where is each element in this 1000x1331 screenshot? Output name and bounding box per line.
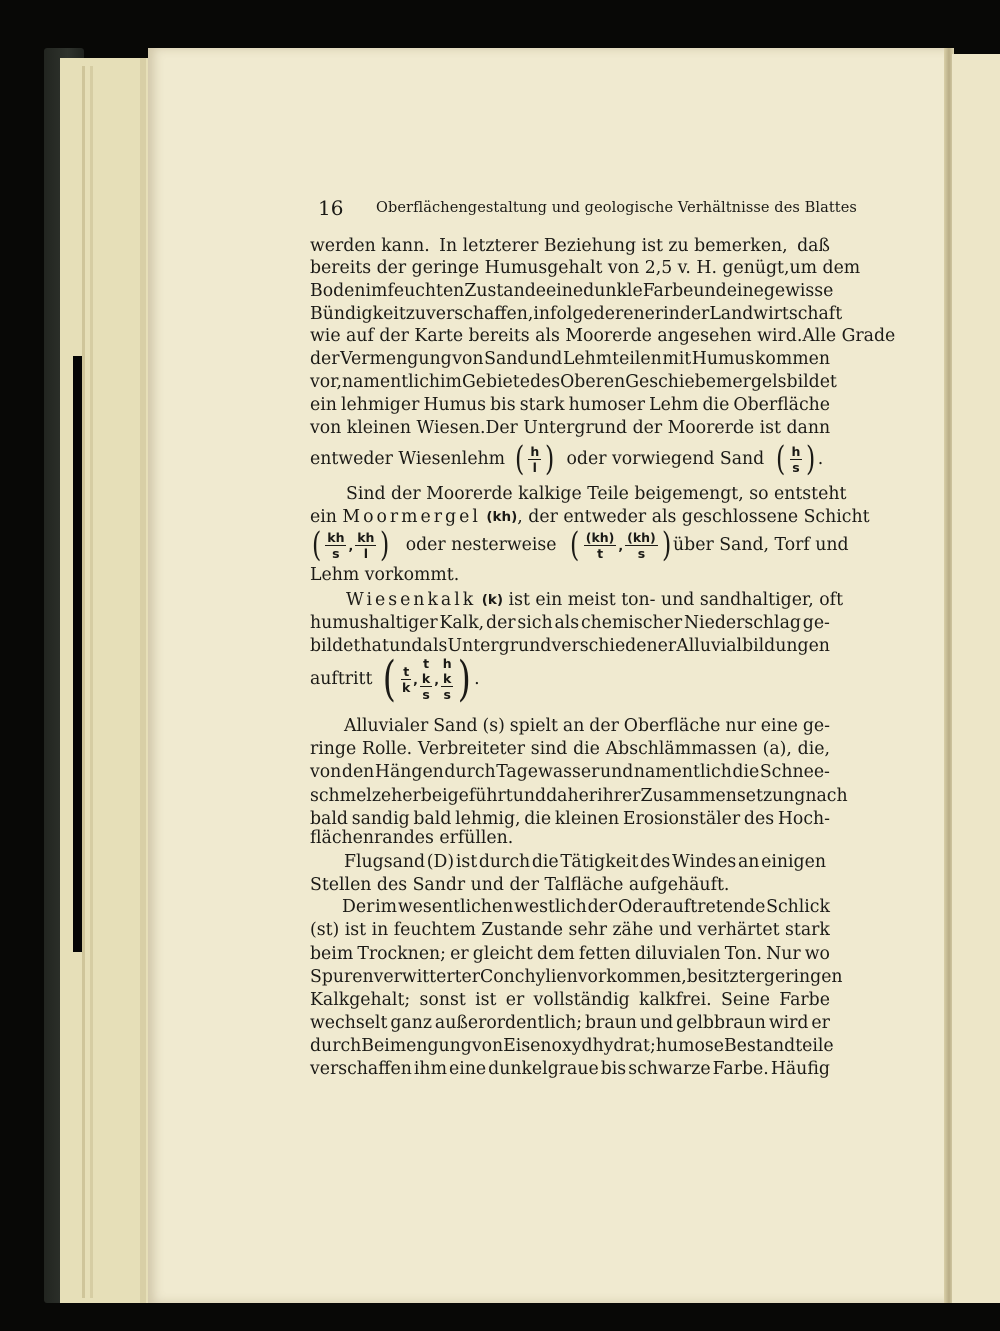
word: Hoch- [777,809,830,829]
word: Zusammensetzung [640,786,806,806]
word: Farbe [642,281,694,301]
text-line [310,990,830,1010]
page-header [318,196,857,224]
word: braun [585,1013,637,1033]
word: wo [804,944,830,964]
word: er [450,944,469,964]
word: Gebiete [461,372,530,392]
word: verhärtet [697,920,780,940]
word: zähe [612,920,654,940]
word: Beimengung [361,1036,472,1056]
word: Schnee- [759,762,830,782]
word: herbeigeführt [391,786,513,806]
word: lehmig, [455,809,521,829]
word: kommen [754,349,830,369]
text-line [310,395,830,415]
word: wird [768,1013,809,1033]
word: beim [310,944,354,964]
word: sehr [568,920,607,940]
word: verschiedener [551,636,677,656]
word: Erosionstäler [622,809,741,829]
word: Geschiebemergels [625,372,787,392]
word: ringe [310,739,357,759]
word: ist [475,990,497,1010]
text-line: ein Moormergel (kh) , der entweder als geschlossene Schicht [310,507,870,527]
word: und [599,762,634,782]
word: Der [342,897,375,917]
word: sonst [419,990,466,1010]
word: als [422,636,448,656]
word: infolge [533,304,594,324]
word: ge- [802,613,830,633]
word: außerordentlich; [434,1013,583,1033]
word: die [732,762,760,782]
word: die [573,739,600,759]
word: schwarze [628,1059,711,1079]
word: von [471,1036,504,1056]
formula-line: ( $\frac{kh}{s}$ , $\frac{kh}{l}$ ) oder nesterweise ( $\frac{(kh)}{t}$ , $\frac{(kh)}{s}$ ) über Sand, Torf und [311,525,849,565]
word: sich [517,613,553,633]
text-line [310,613,830,633]
text-line [310,349,830,369]
word: und [512,786,547,806]
word: in [371,920,389,940]
word: sandig [351,809,410,829]
word: ist [344,920,367,940]
word: Windes [672,852,737,872]
word: der [589,716,619,736]
word: Häufig [770,1059,830,1079]
word: die [524,809,552,829]
word: (D) [426,852,455,872]
text-line [310,281,834,301]
word: (a), [762,739,792,759]
word: der [486,613,516,633]
word: Rolle. [361,739,413,759]
word: bis [490,395,516,415]
text-line [310,786,848,806]
text-line [310,739,830,759]
word: wesentlichen [397,897,514,917]
word: ganz [390,1013,432,1033]
word: Zustande [464,281,547,301]
word: ihrer [597,786,641,806]
text-line: bereits der geringe Humusgehalt von 2,5 v. H. genügt, um dem [310,258,861,278]
word: wechselt [310,1013,388,1033]
text-line: von kleinen Wiesen. Der Untergrund der Moorerde ist dann [310,418,831,438]
running-title: Oberflächengestaltung und geologische Verhältnisse des Blattes [376,200,857,216]
term-moormergel: Moormergel [342,507,481,527]
word: Zustande [481,920,564,940]
word: der [310,349,340,369]
word: an [737,852,760,872]
word: fetten [578,944,631,964]
word: Sand [484,349,529,369]
word: Trocknen; [357,944,446,964]
word: Kalk, [439,613,485,633]
text-line: flächenrandes erfüllen. [310,828,514,848]
word: stark [519,395,565,415]
word: eine [760,716,798,736]
word: er [811,1013,830,1033]
text-line [310,762,830,782]
word: Farbe [779,990,830,1010]
word: Bündigkeit [310,304,406,324]
word: Landwirtschaft [709,304,843,324]
word: den [341,762,375,782]
word: geringen [763,967,843,987]
word: an [562,716,585,736]
word: bis [600,1059,627,1079]
word: Oberfläche [623,716,721,736]
word: hat [360,636,389,656]
word: und [658,920,693,940]
word: dunkle [583,281,643,301]
word: ein [310,395,337,415]
word: in [663,304,680,324]
word: eine [726,281,764,301]
word: ihm [413,1059,447,1079]
word: vor, [310,372,343,392]
word: dunkelgraue [488,1059,599,1079]
word: im [365,281,388,301]
word: die, [797,739,830,759]
word: lehmiger [340,395,420,415]
word: Oder [617,897,662,917]
word: Alluvialer [344,716,429,736]
text-line [310,1013,830,1033]
word: Humus [423,395,487,415]
text-line: Wiesenkalk (k) ist ein meist ton- und sandhaltiger, oft [346,590,844,610]
facing-page-edge [952,54,1000,1303]
word: verschaffen [310,1059,412,1079]
word: gelbbraun [676,1013,766,1033]
text-line [310,304,843,324]
word: Oberfläche [733,395,830,415]
word: Lehmteilen [562,349,662,369]
word: deren [593,304,645,324]
spine-band [73,356,82,952]
word: zu [405,304,427,324]
text-line [310,372,837,392]
word: Ton. [724,944,762,964]
word: im [440,372,462,392]
word: und [529,349,563,369]
text-line [310,809,830,829]
word: bildet [310,636,361,656]
word: Tätigkeit [560,852,639,872]
word: feuchten [387,281,465,301]
term-wiesenkalk: Wiesenkalk [346,590,477,610]
word: (s) [482,716,505,736]
page-edge [82,66,85,1298]
word: namentlich [342,372,441,392]
word: Oberen [560,372,626,392]
text-line [342,897,830,917]
word: humushaltiger [310,613,438,633]
word: Schlick [766,897,830,917]
word: er [505,990,525,1010]
word: der [679,304,710,324]
text-line [310,1036,834,1056]
word: Tagewasser [496,762,600,782]
word: die [531,852,559,872]
word: Nur [766,944,801,964]
word: Kalkgehalt; [310,990,411,1010]
word: Eisenoxydhydrat; [503,1036,656,1056]
word: der [587,897,618,917]
word: des [743,809,775,829]
text-line [310,920,830,940]
fraction: ( $\frac{h}{l}$ ) [515,439,555,479]
word: Seine [720,990,770,1010]
text-line: Sind der Moorerde kalkige Teile beigemengt, so entsteht [346,484,847,504]
word: dem [537,944,575,964]
page-edge [90,66,93,1298]
word: und [639,1013,674,1033]
word: eine [448,1059,487,1079]
word: diluvialen [634,944,721,964]
word: Vermengung [340,349,452,369]
word: Niederschlag [683,613,801,633]
word: verwitterter [373,967,481,987]
word: (st) [310,920,340,940]
fraction: ( $\frac{t}{k}$ , t k s , h k s ) [383,651,472,707]
word: er [644,304,664,324]
word: nach [805,786,848,806]
fraction: ( $\frac{kh}{s}$ , $\frac{kh}{l}$ ) [311,525,390,565]
word: er [745,967,764,987]
word: nur [725,716,756,736]
word: Untergrund [447,636,552,656]
word: Alluvialbildungen [676,636,830,656]
word: spielt [509,716,558,736]
word: westlich [514,897,587,917]
word: eine [546,281,584,301]
word: kleinen [554,809,620,829]
word: bald [413,809,452,829]
text-line [344,716,830,736]
word: gewisse [763,281,834,301]
word: Sand [433,716,478,736]
text-line: wie auf der Karte bereits als Moorerde angesehen wird. Alle Grade [310,326,896,346]
word: schmelze [310,786,392,806]
word: stark [785,920,830,940]
word: auftretende [662,897,766,917]
word: als [554,613,580,633]
word: humose [655,1036,724,1056]
word: Flugsand [344,852,426,872]
word: verschaffen, [426,304,534,324]
word: feuchtem [393,920,476,940]
text-line: Stellen des Sandr und der Talfläche aufgehäuft. [310,875,730,895]
word: daher [546,786,598,806]
word: und [693,281,727,301]
word: durch [478,852,531,872]
word: ist [455,852,478,872]
word: Humus [691,349,755,369]
word: ge- [802,716,830,736]
fraction: ( $\frac{(kh)}{t}$ , $\frac{(kh)}{s}$ ) [570,525,672,565]
word: von [452,349,484,369]
word: humoser [568,395,646,415]
text-line [344,852,826,872]
word: Boden [310,281,366,301]
word: Farbe. [712,1059,769,1079]
word: gleicht [472,944,533,964]
text-line: Lehm vorkommt. [310,565,460,585]
word: des [640,852,671,872]
text-line: werden kann. In letzterer Beziehung ist zu bemerken, daß [310,236,830,256]
word: von [310,762,342,782]
word: des [529,372,561,392]
word: Conchylien [480,967,578,987]
word: Abschlämmassen [605,739,757,759]
word: die [702,395,730,415]
word: und [389,636,423,656]
word: Verbreiteter [417,739,525,759]
word: bildet [786,372,837,392]
text-line [310,967,843,987]
formula-line: auftritt ( $\frac{t}{k}$ , t k s , h k s ) . [310,651,480,707]
word: im [375,897,398,917]
text-line [310,944,830,964]
word: Hängen [374,762,444,782]
word: Lehm [649,395,699,415]
word: einigen [761,852,826,872]
word: namentlich [633,762,732,782]
word: mit [662,349,692,369]
word: sind [530,739,568,759]
word: durch [444,762,496,782]
word: vorkommen, [577,967,687,987]
word: Spuren [310,967,374,987]
word: durch [310,1036,362,1056]
word: chemischer [580,613,683,633]
fraction: ( $\frac{h}{s}$ ) [776,439,816,479]
formula-line: entweder Wiesenlehm ( $\frac{h}{l}$ ) oder vorwiegend Sand ( $\frac{h}{s}$ ) . [310,439,824,479]
word: bald [310,809,348,829]
word: Bestandteile [723,1036,834,1056]
word: kalkfrei. [638,990,712,1010]
page-number: 16 [318,196,344,220]
word: vollständig [533,990,630,1010]
word: besitzt [686,967,746,987]
text-line [310,1059,830,1079]
page-edge [140,58,146,1303]
